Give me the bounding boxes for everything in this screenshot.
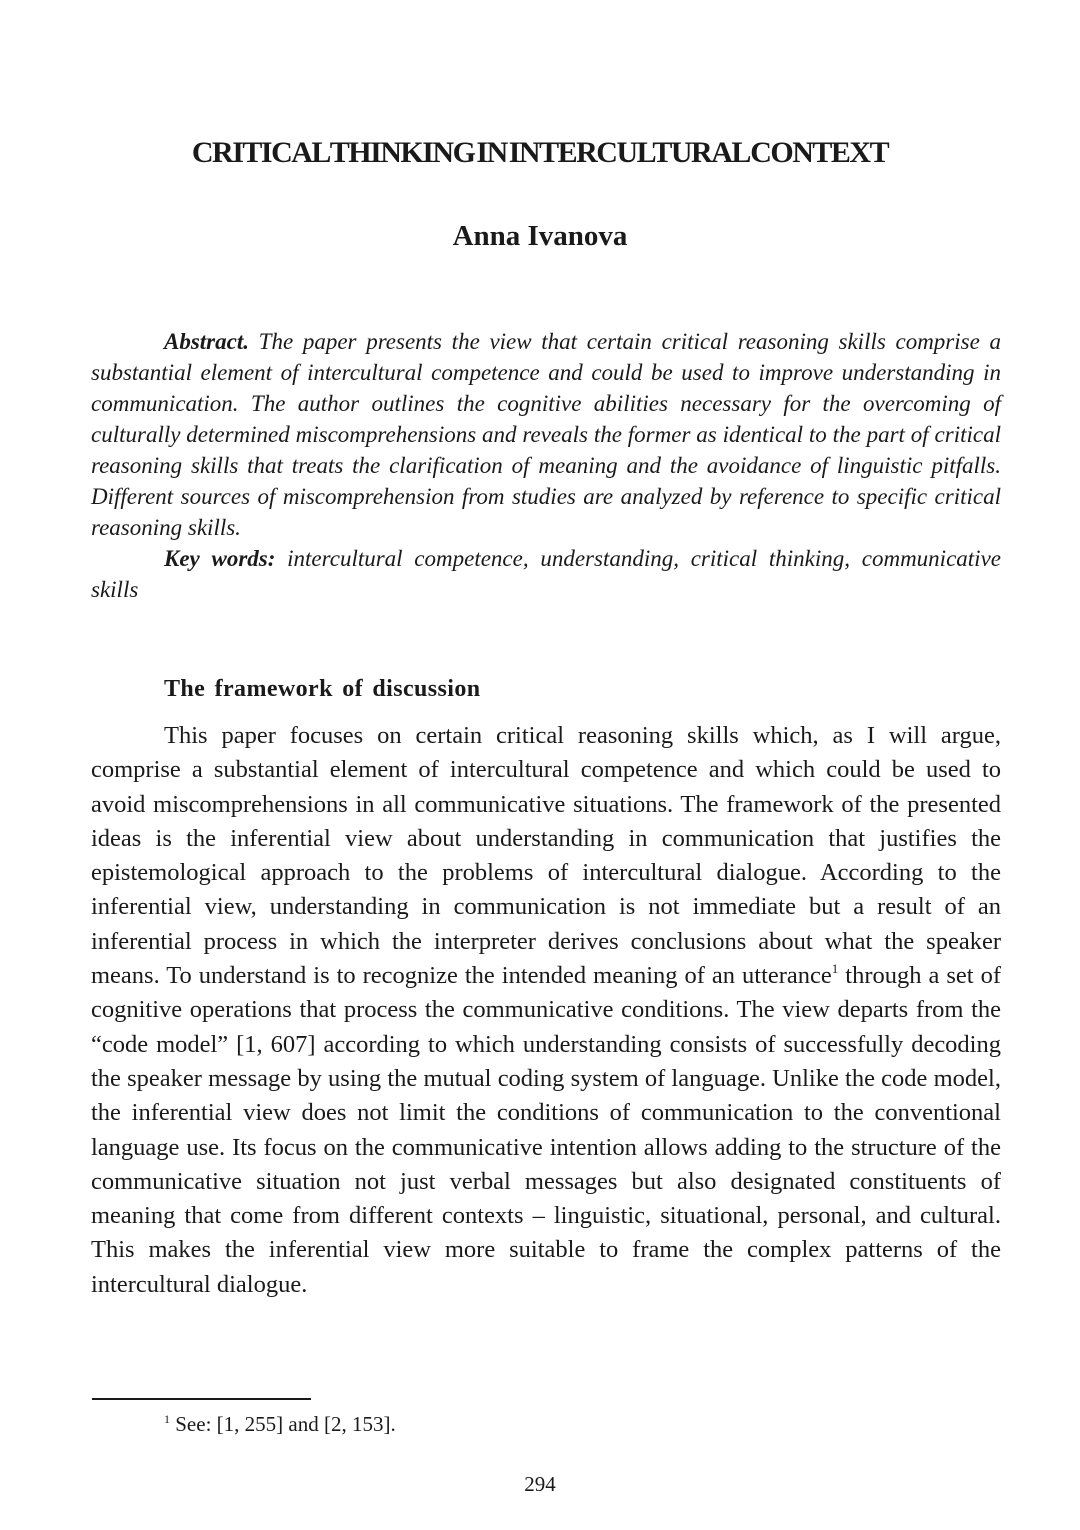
- body-text-part2: through a set of cognitive operations that process the communicative conditions. The view departs from the “code model” [1, 607] according to which understanding consists of successfully decoding the speaker message by using the mutual coding system of language. Unlike the code model, the inferential view does not limit the conditions of communication to the conventional language use. Its focus on the communicative intention allows adding to the structure of the communicative situation not just verbal messages but also designated constituents of meaning that come from different contexts – linguistic, situational, personal, and cultural. This makes the inferential view more suitable to frame the complex patterns of the intercultural dialogue.: [91, 962, 1001, 1298]
- abstract-text: The paper presents the view that certain critical reasoning skills comprise a substantial element of intercultural competence and could be used to improve understanding in communication. The author outlines the cognitive abilities necessary for the overcoming of culturally determined miscomprehensions and reveals the former as identical to the part of critical reasoning skills that treats the clarification of meaning and the avoidance of linguistic pitfalls. Different sources of miscomprehension from studies are analyzed by reference to specific critical reasoning skills.: [91, 329, 1001, 540]
- author-name: Anna Ivanova: [452, 220, 628, 252]
- footnote-text: See: [1, 255] and [2, 153].: [170, 1412, 396, 1436]
- body-paragraph: [91, 719, 1001, 1302]
- paper-title: CRITICAL THINKING IN INTERCULTURAL CONTEXT: [191, 136, 889, 169]
- footnote: [164, 1412, 396, 1437]
- section-heading: The framework of discussion: [164, 676, 481, 702]
- keywords-text: intercultural competence, understanding, critical thinking, communicative skills: [91, 546, 1001, 602]
- keywords-label: Key words:: [164, 546, 276, 571]
- page-number: 294: [524, 1472, 556, 1496]
- abstract-label: Abstract.: [164, 329, 249, 354]
- keywords-paragraph: [91, 543, 1001, 605]
- footnote-reference[interactable]: 1: [831, 961, 839, 977]
- body-text-part1: This paper focuses on certain critical reasoning skills which, as I will argue, comprise a substantial element of intercultural competence and which could be used to avoid miscomprehensions in all communicative situations. The framework of the presented ideas is the inferential view about understanding in communication that justifies the epistemological approach to the problems of intercultural dialogue. According to the inferential view, understanding in communication is not immediate but a result of an inferential process in which the interpreter derives conclusions about what the speaker means. To understand is to recognize the intended meaning of an utterance: [91, 722, 1001, 990]
- abstract-paragraph: [91, 326, 1001, 543]
- footnote-marker: 1: [164, 1412, 170, 1426]
- footnote-separator: [92, 1398, 311, 1400]
- abstract-block: [91, 326, 1001, 605]
